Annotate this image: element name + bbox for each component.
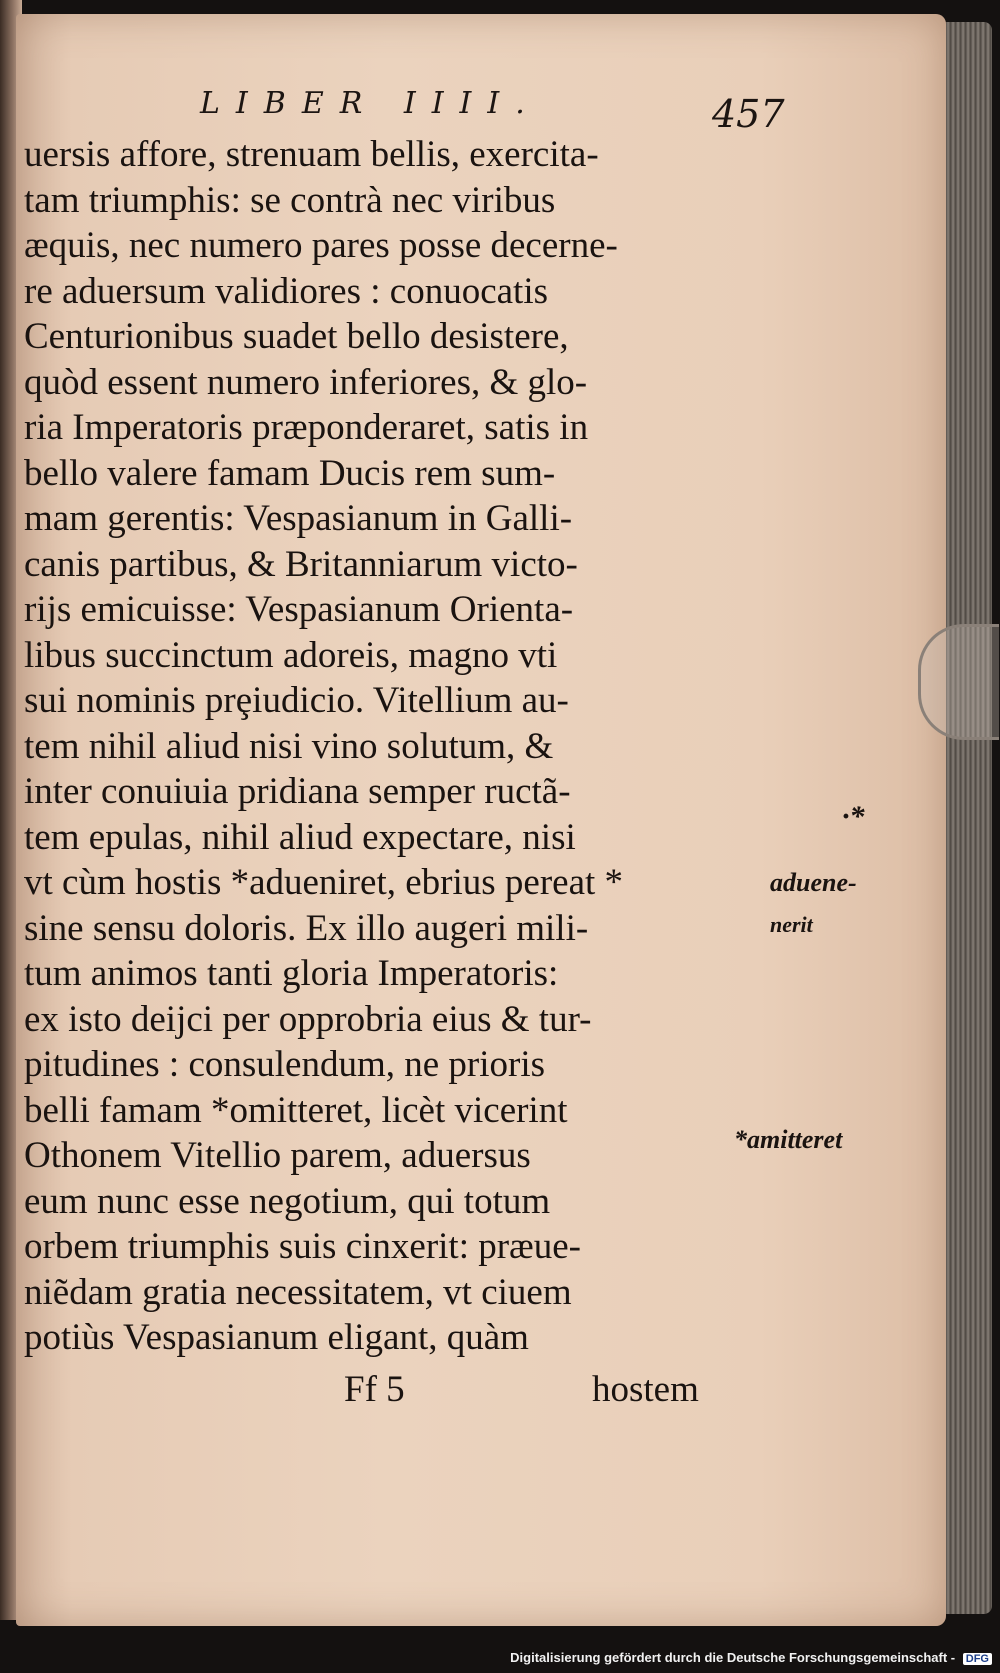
text-line: vt cùm hostis *adueniret, ebrius pereat * bbox=[24, 862, 624, 903]
text-line: tem nihil aliud nisi vino solutum, & bbox=[24, 725, 554, 767]
text-line: pitudines : consulendum, ne prioris bbox=[24, 1044, 546, 1085]
signature-mark: Ff 5 bbox=[344, 1369, 405, 1410]
page-number: 457 bbox=[712, 92, 785, 136]
text-line: tam triumphis: se contrà nec viribus bbox=[24, 179, 556, 221]
text-line: niẽdam gratia necessitatem, vt ciuem bbox=[24, 1271, 572, 1313]
digitization-credit bbox=[510, 1650, 992, 1665]
text-line: uersis affore, strenuam bellis, exercita- bbox=[24, 134, 599, 175]
text-line: tum animos tanti gloria Imperatoris: bbox=[24, 953, 559, 994]
book-clasp bbox=[918, 624, 999, 740]
text-line: Centurionibus suadet bello desistere, bbox=[24, 316, 569, 357]
running-head bbox=[200, 86, 785, 136]
text-line: re aduersum validiores : conuocatis bbox=[24, 270, 548, 312]
text-line: sui nominis prȩiudicio. Vitellium au- bbox=[24, 680, 569, 721]
text-line: belli famam *omitteret, licèt vicerint bbox=[24, 1089, 568, 1131]
text-line: inter conuiuia pridiana semper ructã- bbox=[24, 771, 571, 812]
main-text-block bbox=[24, 132, 744, 1361]
text-line: mam gerentis: Vespasianum in Galli- bbox=[24, 498, 573, 539]
text-line: eum nunc esse negotium, qui totum bbox=[24, 1180, 551, 1222]
text-line: bello valere famam Ducis rem sum- bbox=[24, 452, 556, 494]
catchword: hostem bbox=[592, 1369, 699, 1410]
running-head-title: LIBER IIII. bbox=[200, 86, 541, 121]
text-line: libus succinctum adoreis, magno vti bbox=[24, 634, 558, 676]
dfg-logo: DFG bbox=[963, 1653, 992, 1665]
text-line: ex isto deijci per opprobria eius & tur- bbox=[24, 998, 592, 1040]
credit-text: Digitalisierung gefördert durch die Deutsche Forschungsgemeinschaft - bbox=[510, 1650, 956, 1665]
text-line: æquis, nec numero pares posse decerne- bbox=[24, 225, 618, 266]
text-line: ria Imperatoris præponderaret, satis in bbox=[24, 407, 589, 448]
text-line: potiùs Vespasianum eligant, quàm bbox=[24, 1317, 529, 1358]
text-line: quòd essent numero inferiores, & glo- bbox=[24, 361, 588, 403]
text-line: tem epulas, nihil aliud expectare, nisi bbox=[24, 816, 576, 858]
text-line: orbem triumphis suis cinxerit: præue- bbox=[24, 1226, 581, 1267]
book-page-edges bbox=[940, 22, 992, 1614]
margin-note-adueneri-2: nerit bbox=[770, 912, 813, 937]
text-line: sine sensu doloris. Ex illo augeri mili- bbox=[24, 907, 589, 949]
text-line: Othonem Vitellio parem, aduersus bbox=[24, 1135, 531, 1176]
margin-note-amitteret: *amitteret bbox=[734, 1125, 843, 1154]
margin-note-adueneri-1: aduene- bbox=[770, 868, 857, 897]
margin-mark: ·* bbox=[842, 800, 865, 833]
text-line: canis partibus, & Britanniarum victo- bbox=[24, 543, 578, 585]
text-line: rijs emicuisse: Vespasianum Orienta- bbox=[24, 589, 574, 630]
